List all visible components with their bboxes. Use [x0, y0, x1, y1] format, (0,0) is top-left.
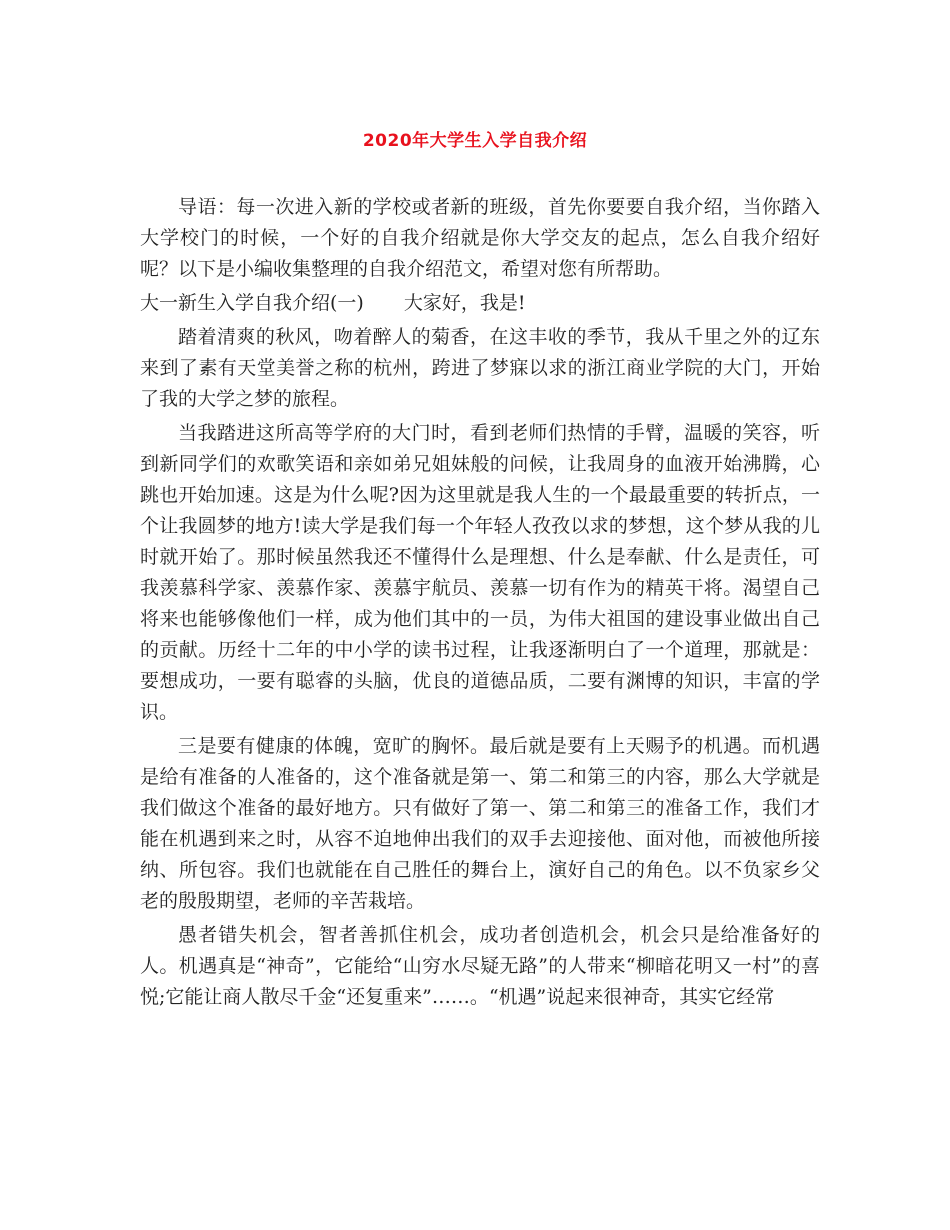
greeting-text: 大家好，我是!: [403, 292, 526, 314]
body-paragraph: 三是要有健康的体魄，宽旷的胸怀。最后就是要有上天赐予的机遇。而机遇是给有准备的人准备的，这个准备就是第一、第二和第三的内容，那么大学就是我们做这个准备的最好地方。只有做好了第一、第二和第三的准备工作，我们才能在机遇到来之时，从容不迫地伸出我们的双手去迎接他、面对他，而被他所接纳、所包容。我们也就能在自己胜任的舞台上，演好自己的角色。以不负家乡父老的殷殷期望，老师的辛苦栽培。: [140, 735, 820, 912]
document-body: [140, 192, 820, 1016]
section-heading-line: [140, 288, 820, 319]
body-paragraph: 踏着清爽的秋风，吻着醉人的菊香，在这丰收的季节，我从千里之外的辽东来到了素有天堂美誉之称的杭州，跨进了梦寐以求的浙江商业学院的大门，开始了我的大学之梦的旅程。: [140, 326, 820, 410]
body-paragraph: 当我踏进这所高等学府的大门时，看到老师们热情的手臂，温暖的笑容，听到新同学们的欢歌笑语和亲如弟兄姐妹般的问候，让我周身的血液开始沸腾，心跳也开始加速。这是为什么呢?因为这里就是我人生的一个最最重要的转折点，一个让我圆梦的地方!读大学是我们每一个年轻人孜孜以求的梦想，这个梦从我的儿时就开始了。那时候虽然我还不懂得什么是理想、什么是奉献、什么是责任，可我羡慕科学家、羡慕作家、羡慕宇航员、羡慕一切有作为的精英干将。渴望自己将来也能够像他们一样，成为他们其中的一员，为伟大祖国的建设事业做出自己的贡献。历经十二年的中小学的读书过程，让我逐渐明白了一个道理，那就是：要想成功，一要有聪睿的头脑，优良的道德品质，二要有渊博的知识，丰富的学识。: [140, 422, 820, 723]
body-paragraph: 愚者错失机会，智者善抓住机会，成功者创造机会，机会只是给准备好的人。机遇真是“神奇”，它能给“山穷水尽疑无路”的人带来“柳暗花明又一村”的喜悦;它能让商人散尽千金“还复重来”……。“机遇”说起来很神奇，其实它经常: [140, 924, 820, 1008]
section-heading: 大一新生入学自我介绍(一): [140, 292, 364, 314]
document-title: 2020年大学生入学自我介绍: [362, 131, 588, 151]
intro-paragraph: 导语：每一次进入新的学校或者新的班级，首先你要要自我介绍，当你踏入大学校门的时候，一个好的自我介绍就是你大学交友的起点，怎么自我介绍好呢？以下是小编收集整理的自我介绍范文，希望对您有所帮助。: [140, 196, 820, 280]
